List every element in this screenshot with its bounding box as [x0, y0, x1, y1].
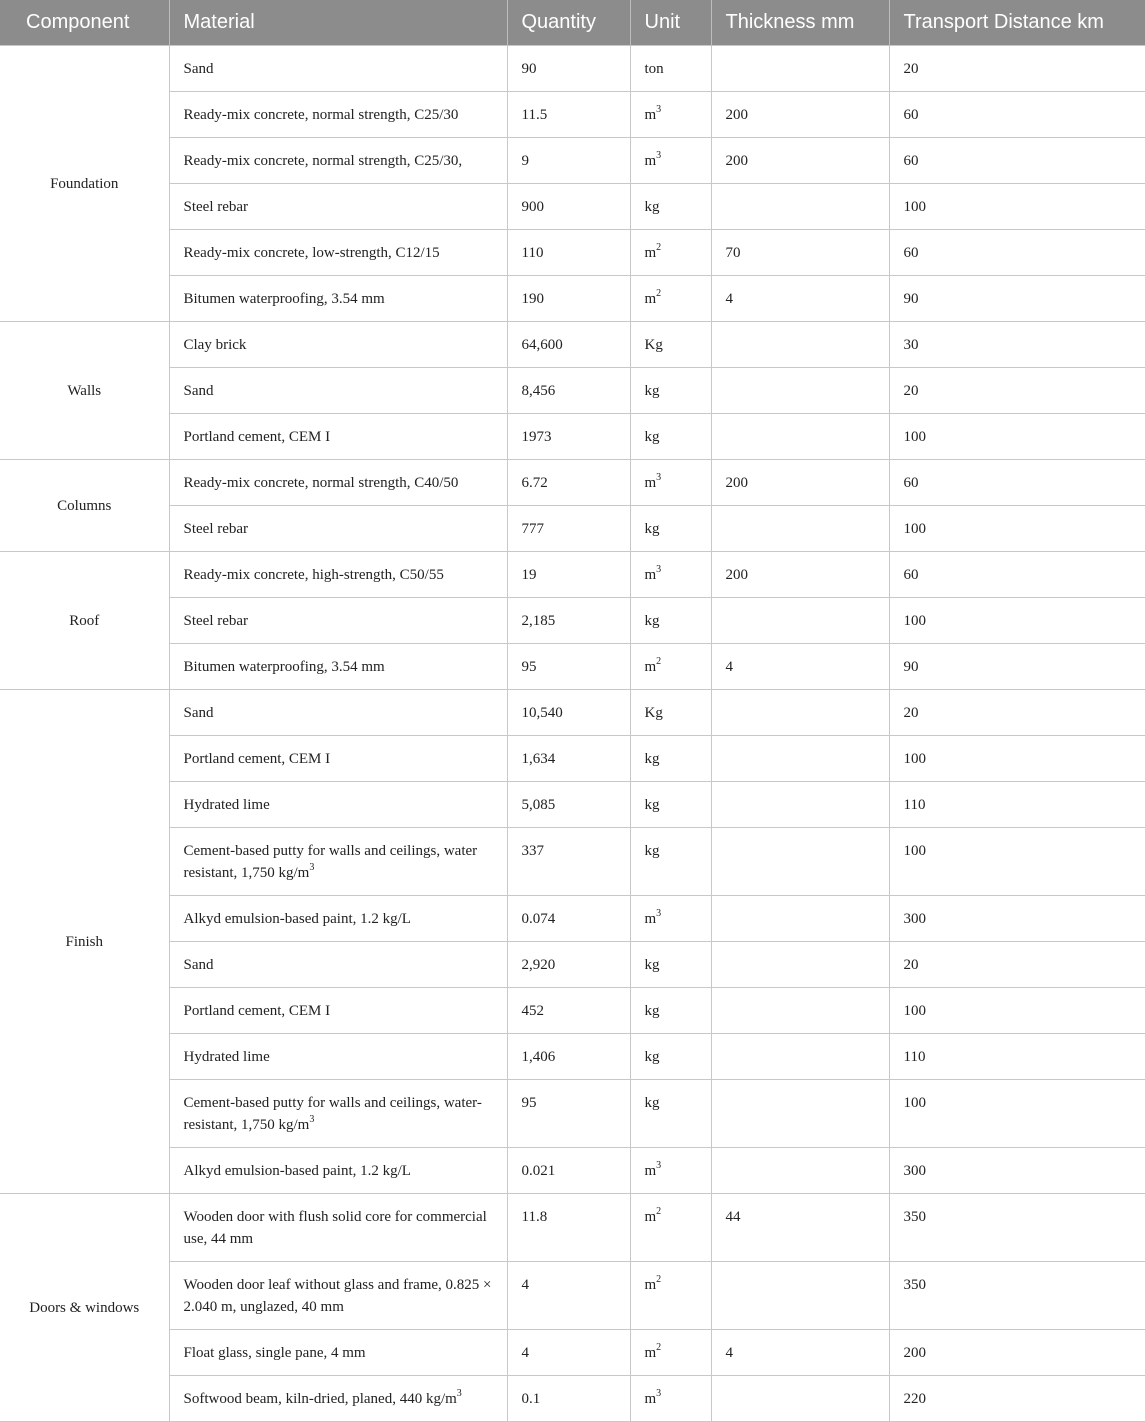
table-row — [0, 735, 1145, 781]
unit-cell — [630, 1329, 711, 1375]
table-row — [0, 275, 1145, 321]
unit-cell-text: m — [644, 1208, 657, 1225]
thickness-cell — [711, 1033, 889, 1079]
quantity-cell: 95 — [507, 1079, 630, 1147]
unit-cell-text: m — [644, 152, 657, 169]
unit-cell-text: kg — [644, 428, 660, 445]
unit-cell-superscript: 2 — [656, 287, 662, 299]
material-cell — [169, 321, 507, 367]
material-cell-text: Sand — [183, 60, 214, 77]
distance-cell: 60 — [889, 229, 1145, 275]
material-cell — [169, 229, 507, 275]
quantity-cell: 4 — [507, 1329, 630, 1375]
thickness-cell: 200 — [711, 551, 889, 597]
material-cell — [169, 643, 507, 689]
material-cell-text: Bitumen waterproofing, 3.54 mm — [183, 290, 385, 307]
material-cell — [169, 1193, 507, 1261]
unit-cell — [630, 689, 711, 735]
material-cell — [169, 275, 507, 321]
header-transport-distance: Transport Distance km — [889, 0, 1145, 45]
material-cell-text: Alkyd emulsion-based paint, 1.2 kg/L — [183, 910, 411, 927]
component-cell: Doors & windows — [0, 1193, 169, 1421]
quantity-cell: 0.021 — [507, 1147, 630, 1193]
thickness-cell — [711, 183, 889, 229]
material-cell-text: Steel rebar — [183, 520, 249, 537]
thickness-cell — [711, 781, 889, 827]
unit-cell-text: kg — [644, 382, 660, 399]
unit-cell — [630, 1375, 711, 1421]
material-cell-text: Float glass, single pane, 4 mm — [183, 1344, 366, 1361]
material-cell-text: Ready-mix concrete, normal strength, C40/50 — [183, 474, 459, 491]
table-row — [0, 1079, 1145, 1147]
thickness-cell — [711, 597, 889, 643]
thickness-cell — [711, 941, 889, 987]
unit-cell-text: m — [644, 566, 657, 583]
quantity-cell: 2,920 — [507, 941, 630, 987]
thickness-cell — [711, 735, 889, 781]
unit-cell-text: m — [644, 658, 657, 675]
distance-cell: 30 — [889, 321, 1145, 367]
unit-cell — [630, 597, 711, 643]
material-cell — [169, 137, 507, 183]
distance-cell: 100 — [889, 505, 1145, 551]
material-cell-text: Cement-based putty for walls and ceilings, water-resistant, 1,750 kg/m — [183, 1094, 482, 1133]
unit-cell-text: kg — [644, 956, 660, 973]
material-cell — [169, 45, 507, 91]
unit-cell — [630, 781, 711, 827]
unit-cell-superscript: 3 — [656, 1387, 662, 1399]
material-cell-text: Hydrated lime — [183, 1048, 270, 1065]
thickness-cell — [711, 505, 889, 551]
material-cell — [169, 597, 507, 643]
thickness-cell — [711, 987, 889, 1033]
unit-cell — [630, 229, 711, 275]
table-row — [0, 505, 1145, 551]
unit-cell-text: kg — [644, 842, 660, 859]
thickness-cell — [711, 1261, 889, 1329]
table-row — [0, 137, 1145, 183]
distance-cell: 60 — [889, 551, 1145, 597]
unit-cell-superscript: 2 — [656, 655, 662, 667]
table-row — [0, 45, 1145, 91]
distance-cell: 60 — [889, 91, 1145, 137]
material-cell-text: Bitumen waterproofing, 3.54 mm — [183, 658, 385, 675]
distance-cell: 20 — [889, 45, 1145, 91]
quantity-cell: 452 — [507, 987, 630, 1033]
table-row — [0, 413, 1145, 459]
unit-cell-text: m — [644, 1162, 657, 1179]
material-cell — [169, 413, 507, 459]
material-cell — [169, 1261, 507, 1329]
quantity-cell: 6.72 — [507, 459, 630, 505]
unit-cell-superscript: 2 — [656, 1205, 662, 1217]
table-row — [0, 1329, 1145, 1375]
component-cell: Foundation — [0, 45, 169, 321]
table-header — [0, 0, 1145, 45]
component-cell: Roof — [0, 551, 169, 689]
unit-cell — [630, 643, 711, 689]
table-row — [0, 459, 1145, 505]
material-cell-text: Steel rebar — [183, 198, 249, 215]
component-cell: Finish — [0, 689, 169, 1193]
thickness-cell: 200 — [711, 459, 889, 505]
material-cell — [169, 91, 507, 137]
material-cell — [169, 367, 507, 413]
unit-cell-text: kg — [644, 198, 660, 215]
material-cell-text: Sand — [183, 382, 214, 399]
thickness-cell: 70 — [711, 229, 889, 275]
unit-cell-text: m — [644, 1390, 657, 1407]
unit-cell — [630, 827, 711, 895]
distance-cell: 100 — [889, 413, 1145, 459]
thickness-cell — [711, 827, 889, 895]
distance-cell: 110 — [889, 1033, 1145, 1079]
distance-cell: 350 — [889, 1193, 1145, 1261]
distance-cell: 20 — [889, 689, 1145, 735]
table-row — [0, 941, 1145, 987]
table-row — [0, 689, 1145, 735]
material-cell-text: Portland cement, CEM I — [183, 428, 331, 445]
quantity-cell: 2,185 — [507, 597, 630, 643]
header-material: Material — [169, 0, 507, 45]
thickness-cell — [711, 1147, 889, 1193]
unit-cell — [630, 413, 711, 459]
distance-cell: 90 — [889, 275, 1145, 321]
distance-cell: 100 — [889, 597, 1145, 643]
unit-cell-superscript: 3 — [656, 471, 662, 483]
table-row — [0, 895, 1145, 941]
thickness-cell — [711, 367, 889, 413]
unit-cell-text: m — [644, 1344, 657, 1361]
material-cell — [169, 1375, 507, 1421]
unit-cell — [630, 895, 711, 941]
material-cell-superscript: 3 — [456, 1387, 462, 1399]
material-cell-text: Portland cement, CEM I — [183, 1002, 331, 1019]
thickness-cell — [711, 895, 889, 941]
quantity-cell: 1,634 — [507, 735, 630, 781]
table-row — [0, 827, 1145, 895]
quantity-cell: 11.5 — [507, 91, 630, 137]
distance-cell: 350 — [889, 1261, 1145, 1329]
material-cell — [169, 1079, 507, 1147]
material-cell-text: Cement-based putty for walls and ceilings, water resistant, 1,750 kg/m — [183, 842, 478, 881]
material-cell — [169, 689, 507, 735]
table-row — [0, 1375, 1145, 1421]
thickness-cell — [711, 321, 889, 367]
thickness-cell: 4 — [711, 1329, 889, 1375]
unit-cell-text: m — [644, 474, 657, 491]
distance-cell: 200 — [889, 1329, 1145, 1375]
unit-cell — [630, 1079, 711, 1147]
material-cell — [169, 505, 507, 551]
table-row — [0, 1261, 1145, 1329]
unit-cell-text: kg — [644, 796, 660, 813]
thickness-cell — [711, 413, 889, 459]
distance-cell: 100 — [889, 987, 1145, 1033]
unit-cell-text: kg — [644, 612, 660, 629]
unit-cell — [630, 1193, 711, 1261]
material-cell-text: Sand — [183, 704, 214, 721]
unit-cell-text: kg — [644, 1048, 660, 1065]
material-cell-text: Wooden door with flush solid core for commercial use, 44 mm — [183, 1208, 487, 1247]
unit-cell-superscript: 3 — [656, 907, 662, 919]
unit-cell — [630, 367, 711, 413]
distance-cell: 300 — [889, 895, 1145, 941]
quantity-cell: 110 — [507, 229, 630, 275]
distance-cell: 90 — [889, 643, 1145, 689]
material-cell-superscript: 3 — [309, 1113, 315, 1125]
unit-cell-superscript: 3 — [656, 563, 662, 575]
table-row — [0, 229, 1145, 275]
quantity-cell: 0.1 — [507, 1375, 630, 1421]
unit-cell-text: Kg — [644, 704, 663, 721]
thickness-cell: 200 — [711, 91, 889, 137]
header-unit: Unit — [630, 0, 711, 45]
quantity-cell: 64,600 — [507, 321, 630, 367]
unit-cell-text: kg — [644, 520, 660, 537]
unit-cell — [630, 1033, 711, 1079]
material-cell — [169, 1147, 507, 1193]
quantity-cell: 8,456 — [507, 367, 630, 413]
unit-cell — [630, 91, 711, 137]
unit-cell — [630, 45, 711, 91]
unit-cell-superscript: 3 — [656, 1159, 662, 1171]
unit-cell — [630, 459, 711, 505]
table-row — [0, 183, 1145, 229]
unit-cell-text: m — [644, 290, 657, 307]
unit-cell-text: m — [644, 244, 657, 261]
table-body — [0, 45, 1145, 1421]
unit-cell — [630, 183, 711, 229]
unit-cell-text: kg — [644, 1002, 660, 1019]
distance-cell: 300 — [889, 1147, 1145, 1193]
thickness-cell — [711, 689, 889, 735]
material-cell-text: Softwood beam, kiln-dried, planed, 440 kg/m — [183, 1390, 457, 1407]
distance-cell: 20 — [889, 941, 1145, 987]
distance-cell: 100 — [889, 827, 1145, 895]
material-cell-text: Ready-mix concrete, normal strength, C25/30, — [183, 152, 463, 169]
quantity-cell: 11.8 — [507, 1193, 630, 1261]
table-row — [0, 367, 1145, 413]
quantity-cell: 10,540 — [507, 689, 630, 735]
quantity-cell: 900 — [507, 183, 630, 229]
header-thickness: Thickness mm — [711, 0, 889, 45]
unit-cell — [630, 941, 711, 987]
thickness-cell: 4 — [711, 643, 889, 689]
material-cell-text: Ready-mix concrete, low-strength, C12/15 — [183, 244, 440, 261]
table-row — [0, 551, 1145, 597]
header-row — [0, 0, 1145, 45]
material-cell — [169, 183, 507, 229]
material-cell-text: Hydrated lime — [183, 796, 270, 813]
table-row — [0, 321, 1145, 367]
quantity-cell: 19 — [507, 551, 630, 597]
unit-cell-text: kg — [644, 1094, 660, 1111]
quantity-cell: 190 — [507, 275, 630, 321]
quantity-cell: 1,406 — [507, 1033, 630, 1079]
unit-cell — [630, 551, 711, 597]
thickness-cell: 200 — [711, 137, 889, 183]
material-cell — [169, 459, 507, 505]
material-cell-text: Alkyd emulsion-based paint, 1.2 kg/L — [183, 1162, 411, 1179]
component-cell: Columns — [0, 459, 169, 551]
distance-cell: 60 — [889, 137, 1145, 183]
table-row — [0, 643, 1145, 689]
component-cell: Walls — [0, 321, 169, 459]
unit-cell-superscript: 2 — [656, 241, 662, 253]
unit-cell — [630, 275, 711, 321]
material-cell-text: Sand — [183, 956, 214, 973]
table-row — [0, 987, 1145, 1033]
header-quantity: Quantity — [507, 0, 630, 45]
unit-cell — [630, 735, 711, 781]
distance-cell: 100 — [889, 183, 1145, 229]
material-cell-text: Ready-mix concrete, high-strength, C50/55 — [183, 566, 444, 583]
unit-cell — [630, 505, 711, 551]
quantity-cell: 777 — [507, 505, 630, 551]
unit-cell-superscript: 3 — [656, 103, 662, 115]
material-cell — [169, 1033, 507, 1079]
quantity-cell: 90 — [507, 45, 630, 91]
unit-cell-text: m — [644, 106, 657, 123]
unit-cell — [630, 137, 711, 183]
unit-cell-text: m — [644, 1276, 657, 1293]
thickness-cell: 4 — [711, 275, 889, 321]
unit-cell-superscript: 2 — [656, 1273, 662, 1285]
table-row — [0, 781, 1145, 827]
thickness-cell — [711, 45, 889, 91]
material-cell-text: Portland cement, CEM I — [183, 750, 331, 767]
unit-cell — [630, 1261, 711, 1329]
material-cell-superscript: 3 — [309, 861, 315, 873]
thickness-cell — [711, 1375, 889, 1421]
material-cell-text: Steel rebar — [183, 612, 249, 629]
unit-cell-text: kg — [644, 750, 660, 767]
thickness-cell — [711, 1079, 889, 1147]
table-row — [0, 91, 1145, 137]
unit-cell-text: ton — [644, 60, 664, 77]
material-cell — [169, 735, 507, 781]
material-cell-text: Ready-mix concrete, normal strength, C25/30 — [183, 106, 459, 123]
material-cell — [169, 827, 507, 895]
material-cell — [169, 551, 507, 597]
material-cell — [169, 895, 507, 941]
unit-cell-text: m — [644, 910, 657, 927]
table-row — [0, 1033, 1145, 1079]
unit-cell — [630, 1147, 711, 1193]
material-cell — [169, 941, 507, 987]
quantity-cell: 95 — [507, 643, 630, 689]
quantity-cell: 0.074 — [507, 895, 630, 941]
distance-cell: 20 — [889, 367, 1145, 413]
quantity-cell: 1973 — [507, 413, 630, 459]
header-component: Component — [0, 0, 169, 45]
unit-cell — [630, 987, 711, 1033]
unit-cell — [630, 321, 711, 367]
table-row — [0, 597, 1145, 643]
distance-cell: 110 — [889, 781, 1145, 827]
quantity-cell: 4 — [507, 1261, 630, 1329]
quantity-cell: 337 — [507, 827, 630, 895]
material-cell-text: Wooden door leaf without glass and frame, 0.825 × 2.040 m, unglazed, 40 mm — [183, 1276, 492, 1315]
quantity-cell: 9 — [507, 137, 630, 183]
material-cell-text: Clay brick — [183, 336, 247, 353]
distance-cell: 60 — [889, 459, 1145, 505]
table-row — [0, 1193, 1145, 1261]
distance-cell: 220 — [889, 1375, 1145, 1421]
distance-cell: 100 — [889, 735, 1145, 781]
material-cell — [169, 987, 507, 1033]
thickness-cell: 44 — [711, 1193, 889, 1261]
unit-cell-superscript: 3 — [656, 149, 662, 161]
material-cell — [169, 781, 507, 827]
quantity-cell: 5,085 — [507, 781, 630, 827]
unit-cell-text: Kg — [644, 336, 663, 353]
unit-cell-superscript: 2 — [656, 1341, 662, 1353]
material-cell — [169, 1329, 507, 1375]
distance-cell: 100 — [889, 1079, 1145, 1147]
table-row — [0, 1147, 1145, 1193]
